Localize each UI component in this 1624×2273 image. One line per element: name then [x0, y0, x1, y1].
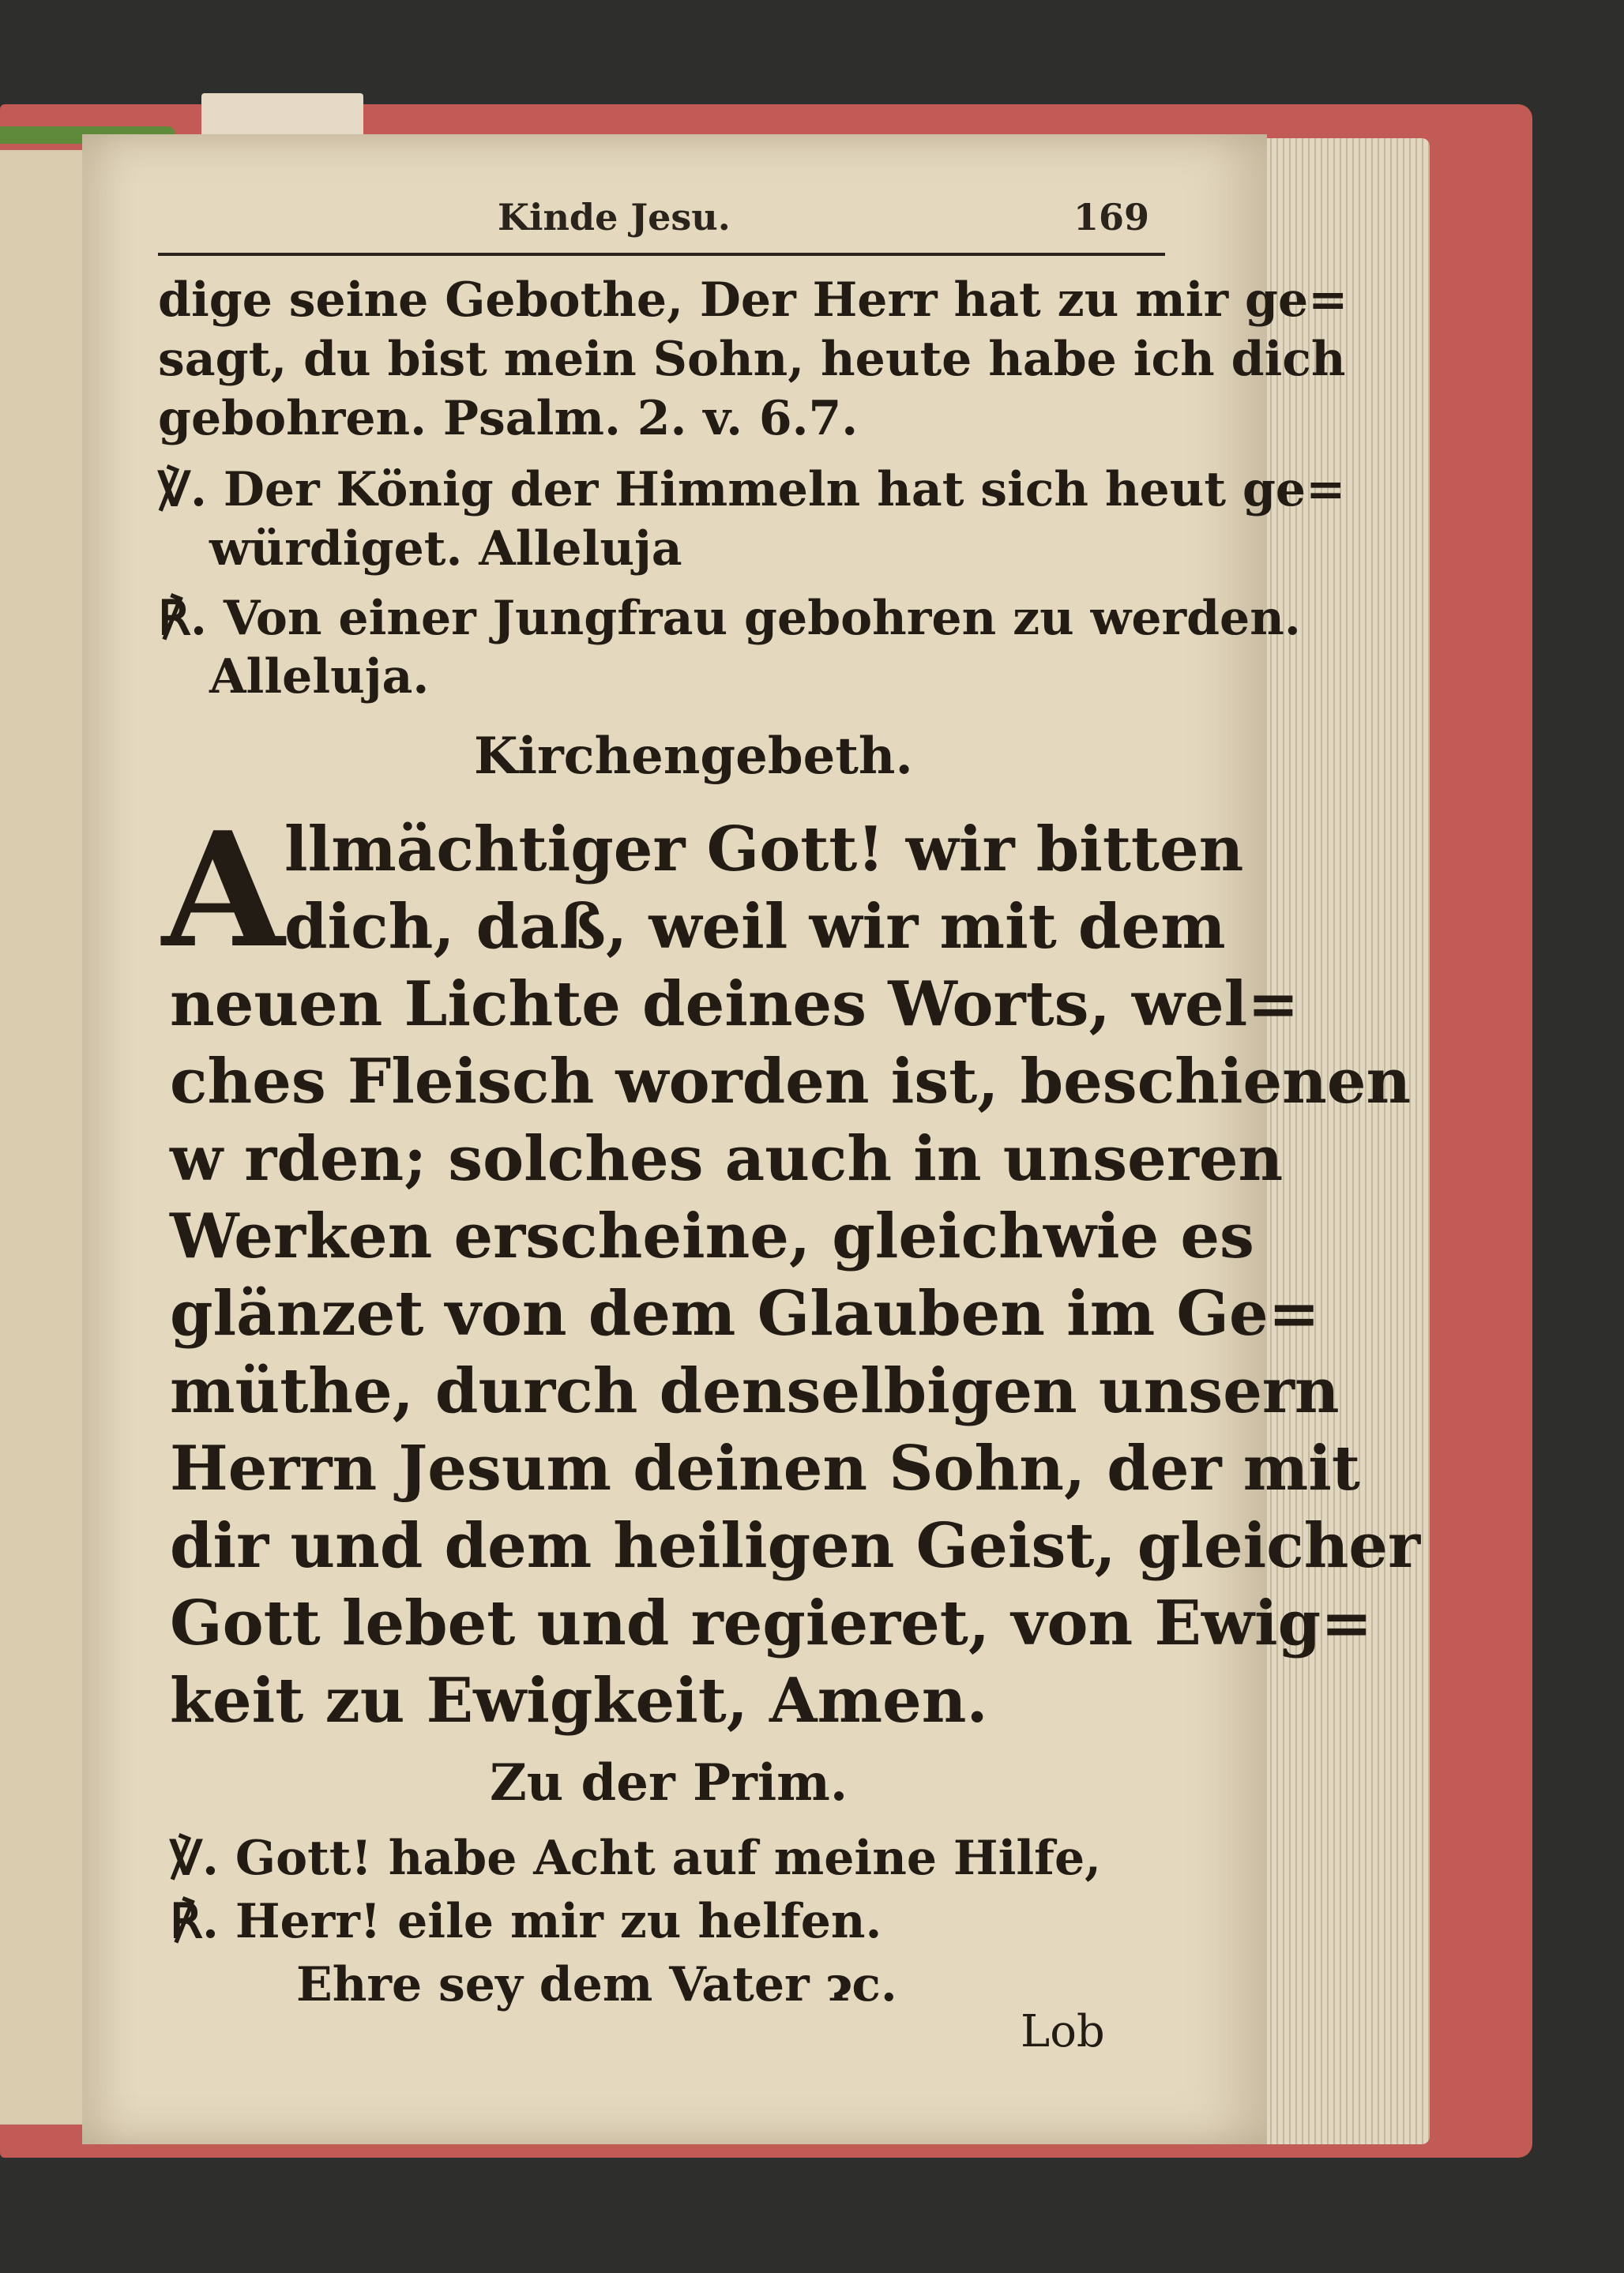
response-line: ℟. Von einer Jungfrau gebohren zu werden.	[158, 591, 1301, 646]
left-page-edge	[0, 150, 85, 2125]
running-title: Kinde Jesu.	[498, 196, 731, 239]
prayer-line: ches Fleisch worden ist, beschienen	[170, 1046, 1412, 1118]
response-line: ℟. Herr! eile mir zu helfen.	[170, 1894, 882, 1949]
text-line: würdiget. Alleluja	[209, 521, 682, 577]
prayer-line: dich, daß, weil wir mit dem	[284, 891, 1226, 963]
text-line: dige seine Gebothe, Der Herr hat zu mir ge=	[158, 272, 1348, 328]
catchword: Lob	[1021, 2006, 1105, 2057]
prayer-line: Gott lebet und regieret, von Ewig=	[170, 1587, 1373, 1659]
drop-capital: A	[162, 798, 285, 983]
prayer-line: llmächtiger Gott! wir bitten	[284, 813, 1244, 885]
page-header	[158, 196, 1165, 256]
prayer-line: keit zu Ewigkeit, Amen.	[170, 1665, 988, 1737]
prim-heading: Zu der Prim.	[490, 1753, 848, 1813]
prayer-line: Herrn Jesum deinen Sohn, der mit	[170, 1433, 1360, 1505]
text-line: sagt, du bist mein Sohn, heute habe ich dich	[158, 332, 1346, 387]
text-line: Alleluja.	[209, 649, 430, 704]
versicle-line: ℣. Der König der Himmeln hat sich heut ge=	[158, 462, 1346, 517]
text-line: gebohren. Psalm. 2. v. 6.7.	[158, 391, 859, 446]
page-number: 169	[1073, 196, 1149, 239]
prayer-line: glänzet von dem Glauben im Ge=	[170, 1278, 1321, 1350]
prayer-line: neuen Lichte deines Worts, wel=	[170, 968, 1299, 1040]
prayer-heading: Kirchengebeth.	[474, 727, 913, 786]
versicle-line: ℣. Gott! habe Acht auf meine Hilfe,	[170, 1831, 1102, 1886]
prayer-line: dir und dem heiligen Geist, gleicher	[170, 1510, 1421, 1582]
prayer-line: müthe, durch denselbigen unsern	[170, 1355, 1340, 1427]
text-line: Ehre sey dem Vater ɂc.	[296, 1957, 897, 2012]
prayer-line: w rden; solches auch in unseren	[170, 1123, 1284, 1195]
prayer-line: Werken erscheine, gleichwie es	[170, 1200, 1254, 1272]
